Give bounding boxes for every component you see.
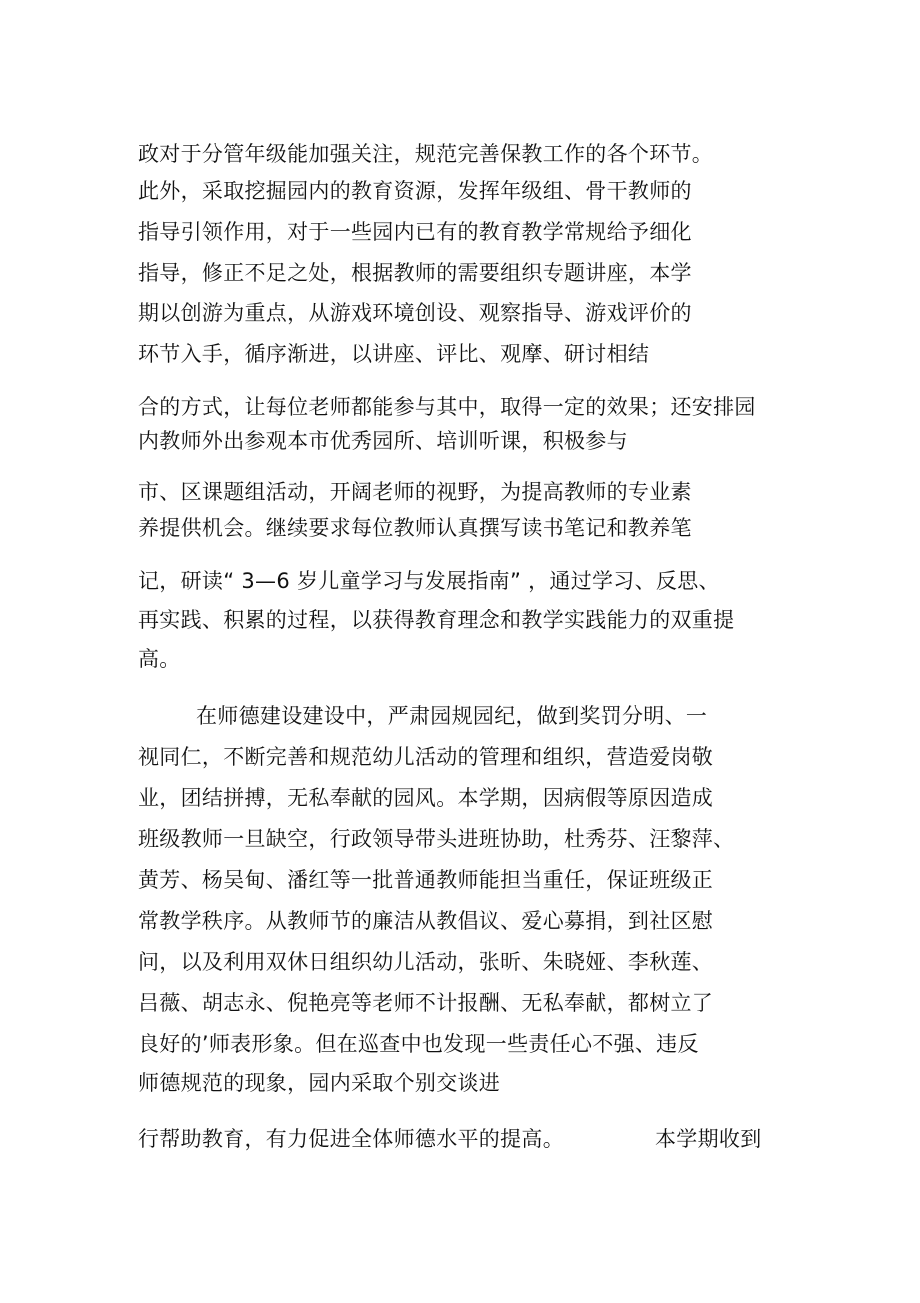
text-line: 养提供机会。继续要求每位教师认真撰写读书笔记和教养笔 [138, 516, 692, 540]
text-line: 记，研读“ 3—6 岁儿童学习与发展指南” ，通过学习、反思、 [138, 569, 720, 593]
text-line: 高。 [138, 647, 181, 671]
text-line: 行帮助教育，有力促进全体师德水平的提高。 [138, 1127, 564, 1151]
text-line: 班级教师一旦缺空，行政领导带头进班协助，杜秀芬、汪黎萍、 [138, 827, 735, 851]
text-line: 师德规范的现象，园内采取个别交谈进 [138, 1071, 501, 1095]
text-line: 良好的’师表形象。但在巡查中也发现一些责任心不强、违反 [138, 1032, 699, 1056]
text-line: 再实践、积累的过程，以获得教育理念和教学实践能力的双重提 [138, 608, 735, 632]
text-line: 此外，采取挖掘园内的教育资源，发挥年级组、骨干教师的 [138, 179, 692, 203]
text-line: 问，以及利用双休日组织幼儿活动，张昕、朱晓娅、李秋莲、 [138, 950, 714, 974]
text-line: 指导引领作用，对于一些园内已有的教育教学常规给予细化 [138, 220, 692, 244]
text-line: 期以创游为重点，从游戏环境创设、观察指导、游戏评价的 [138, 301, 692, 325]
text-line: 环节入手，循序渐进，以讲座、评比、观摩、研讨相结 [138, 342, 650, 366]
text-line: 指导，修正不足之处，根据教师的需要组织专题讲座，本学 [138, 261, 692, 285]
text-line: 内教师外出参观本市优秀园所、培训听课，积极参与 [138, 429, 628, 453]
text-line: 常教学秩序。从教师节的廉洁从教倡议、爱心募捐，到社区慰 [138, 909, 714, 933]
text-line: 政对于分管年级能加强关注，规范完善保教工作的各个环节。 [138, 142, 714, 166]
text-line: 市、区课题组活动，开阔老师的视野，为提高教师的专业素 [138, 480, 692, 504]
text-line-tail: 本学期收到 [655, 1127, 762, 1151]
text-line: 合的方式，让每位老师都能参与其中，取得一定的效果；还安排园 [138, 395, 756, 419]
text-line: 视同仁，不断完善和规范幼儿活动的管理和组织，营造爱岗敬 [138, 745, 714, 769]
text-line: 业，团结拼搏，无私奉献的园风。本学期，因病假等原因造成 [138, 786, 714, 810]
text-line: 黄芳、杨吴甸、潘红等一批普通教师能担当重任，保证班级正 [138, 868, 714, 892]
text-line: 吕薇、胡志永、倪艳亮等老师不计报酬、无私奉献，都树立了 [138, 991, 714, 1015]
paragraph-first-line: 在师德建设建设中，严肃园规园纪，做到奖罚分明、一 [196, 704, 708, 728]
